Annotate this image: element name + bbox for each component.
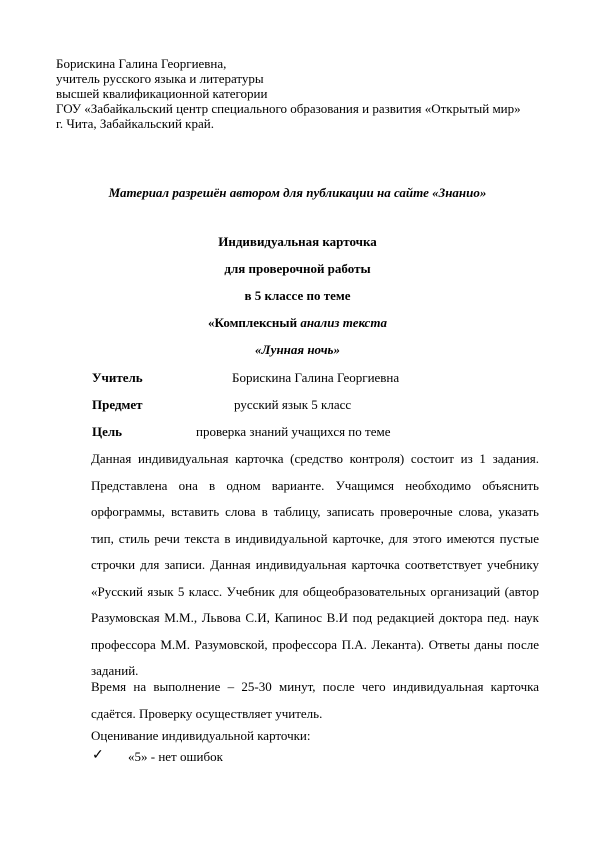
subject-value: русский язык 5 класс bbox=[234, 397, 352, 412]
time-paragraph: Время на выполнение – 25-30 минут, после чего индивидуальная карточка сдаётся. Проверку осуществляет учитель. bbox=[91, 679, 539, 721]
title-line-1: Индивидуальная карточка bbox=[218, 234, 377, 249]
grading-heading: Оценивание индивидуальной карточки: bbox=[91, 728, 311, 743]
publication-notice: Материал разрешён автором для публикации на сайте «Знанио» bbox=[108, 185, 487, 200]
author-name: Борискина Галина Георгиевна, bbox=[56, 56, 227, 71]
goal-value: проверка знаний учащихся по теме bbox=[196, 424, 391, 439]
title-line-5: «Лунная ночь» bbox=[255, 342, 340, 357]
author-city: г. Чита, Забайкальский край. bbox=[56, 116, 214, 131]
author-block bbox=[56, 56, 536, 131]
title-line-4 bbox=[0, 315, 595, 331]
checkmark-icon: ✓ bbox=[92, 748, 104, 763]
description-paragraph: Данная индивидуальная карточка (средство контроля) состоит из 1 задания. Представлена она в одном варианте. Учащимся необходимо объяснить орфограммы, вставить слова в таблицу, записать проверочные слова, указать тип, стиль речи текста в индивидуальной карточке, для этого имеются пустые строчки для записи. Данная индивидуальная карточка соответствует учебнику «Русский язык 5 класс. Учебник для общеобразовательных организаций (автор Разумовская М.М., Львова С.И, Капинос В.И под редакцией доктора пед. наук профессора М.М. Разумовской, профессора П.А. Леканта). Ответы даны после заданий. bbox=[91, 451, 539, 678]
teacher-value: Борискина Галина Георгиевна bbox=[232, 370, 400, 385]
subject-label: Предмет bbox=[92, 397, 143, 412]
author-category: высшей квалификационной категории bbox=[56, 86, 268, 101]
title-line-3: в 5 классе по теме bbox=[244, 288, 351, 303]
title-line-4b: анализ текста bbox=[300, 315, 387, 330]
title-line-2: для проверочной работы bbox=[224, 261, 371, 276]
teacher-label: Учитель bbox=[92, 370, 143, 385]
author-position: учитель русского языка и литературы bbox=[56, 71, 264, 86]
author-organization: ГОУ «Забайкальский центр специального образования и развития «Открытый мир» bbox=[56, 101, 521, 116]
goal-label: Цель bbox=[92, 424, 123, 439]
grade-5-item: «5» - нет ошибок bbox=[128, 749, 223, 764]
title-line-4a: «Комплексный bbox=[208, 315, 301, 330]
